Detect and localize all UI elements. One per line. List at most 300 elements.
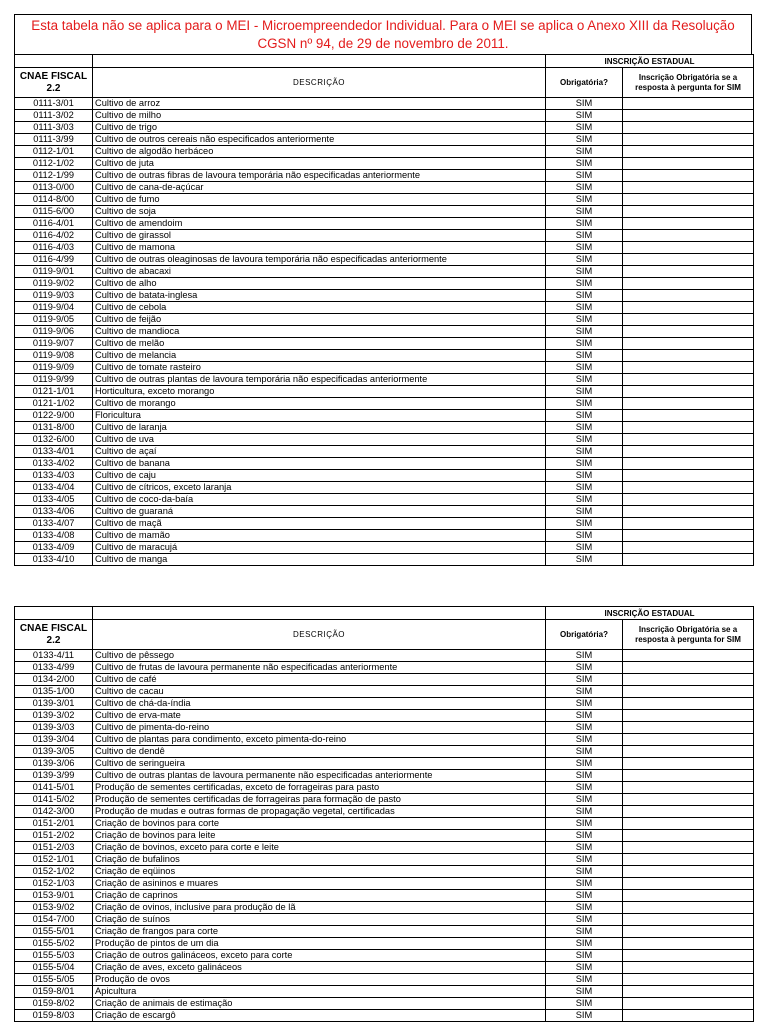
inscricao-obrigatoria-cell	[623, 446, 754, 458]
cnae-code-cell: 0111-3/02	[15, 110, 93, 122]
description-cell: Cultivo de abacaxi	[93, 266, 546, 278]
table-row	[15, 470, 754, 482]
description-cell: Criação de asininos e muares	[93, 878, 546, 890]
inscricao-obrigatoria-cell	[623, 146, 754, 158]
inscricao-obrigatoria-cell	[623, 710, 754, 722]
cnae-code-cell: 0151-2/03	[15, 842, 93, 854]
inscricao-obrigatoria-cell	[623, 506, 754, 518]
table-row	[15, 446, 754, 458]
obrigatoria-cell: SIM	[546, 314, 623, 326]
table-row	[15, 458, 754, 470]
cnae-code-cell: 0159-8/01	[15, 986, 93, 998]
table-row	[15, 110, 754, 122]
obrigatoria-cell: SIM	[546, 722, 623, 734]
inscricao-obrigatoria-header: Inscrição Obrigatória se a resposta à pergunta for SIM	[623, 68, 754, 98]
table-row	[15, 374, 754, 386]
inscricao-obrigatoria-cell	[623, 902, 754, 914]
inscricao-obrigatoria-cell	[623, 818, 754, 830]
description-cell: Cultivo de manga	[93, 554, 546, 566]
inscricao-obrigatoria-cell	[623, 806, 754, 818]
table-row	[15, 422, 754, 434]
obrigatoria-cell: SIM	[546, 494, 623, 506]
table-row	[15, 206, 754, 218]
cnae-code-cell: 0139-3/04	[15, 734, 93, 746]
description-cell: Cultivo de fumo	[93, 194, 546, 206]
inscricao-estadual-header: INSCRIÇÃO ESTADUAL	[546, 55, 754, 68]
table-row	[15, 338, 754, 350]
description-cell: Cultivo de cítricos, exceto laranja	[93, 482, 546, 494]
obrigatoria-cell: SIM	[546, 962, 623, 974]
description-cell: Cultivo de mamão	[93, 530, 546, 542]
cnae-code-cell: 0152-1/02	[15, 866, 93, 878]
cnae-code-cell: 0119-9/04	[15, 302, 93, 314]
inscricao-obrigatoria-cell	[623, 746, 754, 758]
table-row	[15, 254, 754, 266]
obrigatoria-cell: SIM	[546, 734, 623, 746]
cnae-code-cell: 0111-3/03	[15, 122, 93, 134]
description-cell: Cultivo de batata-inglesa	[93, 290, 546, 302]
table-row	[15, 266, 754, 278]
inscricao-obrigatoria-cell	[623, 830, 754, 842]
obrigatoria-cell: SIM	[546, 482, 623, 494]
table-row	[15, 782, 754, 794]
obrigatoria-cell: SIM	[546, 290, 623, 302]
obrigatoria-cell: SIM	[546, 242, 623, 254]
cnae-code-cell: 0111-3/01	[15, 98, 93, 110]
table-row	[15, 890, 754, 902]
table-row	[15, 326, 754, 338]
table-row	[15, 398, 754, 410]
description-cell: Cultivo de pimenta-do-reino	[93, 722, 546, 734]
cnae-version-label: 2.2	[46, 82, 61, 94]
description-cell: Cultivo de arroz	[93, 98, 546, 110]
obrigatoria-cell: SIM	[546, 698, 623, 710]
inscricao-obrigatoria-cell	[623, 434, 754, 446]
inscricao-obrigatoria-cell	[623, 182, 754, 194]
obrigatoria-cell: SIM	[546, 686, 623, 698]
obrigatoria-cell: SIM	[546, 854, 623, 866]
cnae-code-cell: 0119-9/03	[15, 290, 93, 302]
cnae-fiscal-header	[15, 68, 93, 98]
table-body	[15, 650, 754, 1022]
obrigatoria-header: Obrigatória?	[546, 68, 623, 98]
table-row	[15, 242, 754, 254]
description-cell: Cultivo de açaí	[93, 446, 546, 458]
blank-header-cell	[15, 55, 93, 68]
inscricao-obrigatoria-cell	[623, 122, 754, 134]
table-row	[15, 710, 754, 722]
obrigatoria-cell: SIM	[546, 1010, 623, 1022]
obrigatoria-cell: SIM	[546, 890, 623, 902]
obrigatoria-cell: SIM	[546, 830, 623, 842]
description-cell: Criação de escargô	[93, 1010, 546, 1022]
inscricao-estadual-header: INSCRIÇÃO ESTADUAL	[546, 607, 754, 620]
description-cell: Criação de frangos para corte	[93, 926, 546, 938]
description-cell: Criação de bovinos para corte	[93, 818, 546, 830]
inscricao-obrigatoria-cell	[623, 314, 754, 326]
description-cell: Cultivo de café	[93, 674, 546, 686]
cnae-code-cell: 0133-4/07	[15, 518, 93, 530]
inscricao-obrigatoria-cell	[623, 734, 754, 746]
inscricao-obrigatoria-cell	[623, 842, 754, 854]
table-row	[15, 962, 754, 974]
description-cell: Cultivo de outros cereais não especificados anteriormente	[93, 134, 546, 146]
cnae-code-cell: 0153-9/02	[15, 902, 93, 914]
table-row	[15, 854, 754, 866]
inscricao-obrigatoria-cell	[623, 542, 754, 554]
obrigatoria-cell: SIM	[546, 182, 623, 194]
blank-header-cell	[93, 55, 546, 68]
inscricao-obrigatoria-cell	[623, 206, 754, 218]
cnae-code-cell: 0119-9/06	[15, 326, 93, 338]
table-row	[15, 938, 754, 950]
cnae-fiscal-header	[15, 620, 93, 650]
description-cell: Criação de bovinos para leite	[93, 830, 546, 842]
table-row	[15, 158, 754, 170]
cnae-version-label: 2.2	[46, 634, 61, 646]
inscricao-obrigatoria-cell	[623, 218, 754, 230]
description-cell: Cultivo de laranja	[93, 422, 546, 434]
cnae-code-cell: 0119-9/05	[15, 314, 93, 326]
cnae-code-cell: 0151-2/02	[15, 830, 93, 842]
inscricao-obrigatoria-cell	[623, 938, 754, 950]
obrigatoria-cell: SIM	[546, 518, 623, 530]
inscricao-obrigatoria-cell	[623, 974, 754, 986]
inscricao-obrigatoria-cell	[623, 698, 754, 710]
description-cell: Horticultura, exceto morango	[93, 386, 546, 398]
inscricao-obrigatoria-cell	[623, 266, 754, 278]
cnae-code-cell: 0139-3/02	[15, 710, 93, 722]
description-cell: Produção de mudas e outras formas de propagação vegetal, certificadas	[93, 806, 546, 818]
table-row	[15, 794, 754, 806]
inscricao-obrigatoria-cell	[623, 110, 754, 122]
table-row	[15, 122, 754, 134]
table-row	[15, 146, 754, 158]
table-row	[15, 914, 754, 926]
description-cell: Cultivo de plantas para condimento, exceto pimenta-do-reino	[93, 734, 546, 746]
cnae-code-cell: 0135-1/00	[15, 686, 93, 698]
obrigatoria-cell: SIM	[546, 122, 623, 134]
cnae-code-cell: 0132-6/00	[15, 434, 93, 446]
table-row	[15, 494, 754, 506]
cnae-code-cell: 0139-3/99	[15, 770, 93, 782]
inscricao-obrigatoria-cell	[623, 362, 754, 374]
cnae-code-cell: 0133-4/04	[15, 482, 93, 494]
table-row	[15, 986, 754, 998]
obrigatoria-cell: SIM	[546, 374, 623, 386]
table-row	[15, 974, 754, 986]
cnae-code-cell: 0141-5/01	[15, 782, 93, 794]
table-row	[15, 278, 754, 290]
cnae-code-cell: 0153-9/01	[15, 890, 93, 902]
table-row	[15, 818, 754, 830]
obrigatoria-cell: SIM	[546, 278, 623, 290]
obrigatoria-cell: SIM	[546, 998, 623, 1010]
description-cell: Cultivo de outras fibras de lavoura temporária não especificadas anteriormente	[93, 170, 546, 182]
inscricao-obrigatoria-cell	[623, 482, 754, 494]
obrigatoria-cell: SIM	[546, 266, 623, 278]
cnae-code-cell: 0133-4/01	[15, 446, 93, 458]
obrigatoria-cell: SIM	[546, 782, 623, 794]
cnae-code-cell: 0119-9/09	[15, 362, 93, 374]
table-row	[15, 482, 754, 494]
description-cell: Cultivo de mamona	[93, 242, 546, 254]
table-row	[15, 530, 754, 542]
description-cell: Criação de eqüinos	[93, 866, 546, 878]
blank-header-cell	[93, 607, 546, 620]
cnae-code-cell: 0122-9/00	[15, 410, 93, 422]
obrigatoria-cell: SIM	[546, 338, 623, 350]
inscricao-obrigatoria-cell	[623, 770, 754, 782]
inscricao-obrigatoria-cell	[623, 530, 754, 542]
cnae-code-cell: 0133-4/03	[15, 470, 93, 482]
obrigatoria-cell: SIM	[546, 758, 623, 770]
description-cell: Cultivo de morango	[93, 398, 546, 410]
inscricao-obrigatoria-cell	[623, 662, 754, 674]
obrigatoria-cell: SIM	[546, 230, 623, 242]
inscricao-obrigatoria-cell	[623, 686, 754, 698]
inscricao-obrigatoria-cell	[623, 854, 754, 866]
inscricao-obrigatoria-cell	[623, 950, 754, 962]
inscricao-obrigatoria-cell	[623, 470, 754, 482]
inscricao-obrigatoria-cell	[623, 134, 754, 146]
obrigatoria-cell: SIM	[546, 710, 623, 722]
inscricao-obrigatoria-cell	[623, 986, 754, 998]
cnae-table-2	[14, 606, 754, 1022]
cnae-code-cell: 0119-9/01	[15, 266, 93, 278]
inscricao-obrigatoria-cell	[623, 782, 754, 794]
obrigatoria-cell: SIM	[546, 938, 623, 950]
description-cell: Cultivo de caju	[93, 470, 546, 482]
table-row	[15, 686, 754, 698]
inscricao-obrigatoria-cell	[623, 386, 754, 398]
description-cell: Cultivo de outras oleaginosas de lavoura temporária não especificadas anteriormente	[93, 254, 546, 266]
cnae-code-cell: 0139-3/05	[15, 746, 93, 758]
blank-header-cell	[15, 607, 93, 620]
description-cell: Criação de suínos	[93, 914, 546, 926]
table-row	[15, 698, 754, 710]
description-cell: Cultivo de alho	[93, 278, 546, 290]
table-row	[15, 290, 754, 302]
obrigatoria-cell: SIM	[546, 218, 623, 230]
table-row	[15, 518, 754, 530]
cnae-code-cell: 0116-4/01	[15, 218, 93, 230]
table-row	[15, 878, 754, 890]
obrigatoria-header: Obrigatória?	[546, 620, 623, 650]
description-cell: Cultivo de coco-da-baía	[93, 494, 546, 506]
cnae-code-cell: 0155-5/04	[15, 962, 93, 974]
inscricao-obrigatoria-cell	[623, 878, 754, 890]
table-row	[15, 722, 754, 734]
cnae-code-cell: 0133-4/08	[15, 530, 93, 542]
descricao-header: DESCRIÇÃO	[93, 68, 546, 98]
description-cell: Cultivo de melancia	[93, 350, 546, 362]
cnae-code-cell: 0155-5/05	[15, 974, 93, 986]
inscricao-obrigatoria-cell	[623, 998, 754, 1010]
cnae-code-cell: 0116-4/99	[15, 254, 93, 266]
table-row	[15, 98, 754, 110]
obrigatoria-cell: SIM	[546, 158, 623, 170]
table-row	[15, 230, 754, 242]
cnae-code-cell: 0142-3/00	[15, 806, 93, 818]
cnae-code-cell: 0121-1/01	[15, 386, 93, 398]
table-row	[15, 662, 754, 674]
description-cell: Cultivo de maracujá	[93, 542, 546, 554]
description-cell: Criação de bufalinos	[93, 854, 546, 866]
description-cell: Criação de outros galináceos, exceto para corte	[93, 950, 546, 962]
cnae-code-cell: 0133-4/02	[15, 458, 93, 470]
inscricao-obrigatoria-cell	[623, 302, 754, 314]
cnae-code-cell: 0116-4/03	[15, 242, 93, 254]
obrigatoria-cell: SIM	[546, 398, 623, 410]
cnae-code-cell: 0112-1/99	[15, 170, 93, 182]
inscricao-obrigatoria-cell	[623, 674, 754, 686]
table-row	[15, 182, 754, 194]
obrigatoria-cell: SIM	[546, 806, 623, 818]
description-cell: Cultivo de maçã	[93, 518, 546, 530]
description-cell: Criação de caprinos	[93, 890, 546, 902]
description-cell: Cultivo de melão	[93, 338, 546, 350]
obrigatoria-cell: SIM	[546, 770, 623, 782]
obrigatoria-cell: SIM	[546, 410, 623, 422]
inscricao-obrigatoria-cell	[623, 914, 754, 926]
notice-line-1: Esta tabela não se aplica para o MEI - Microempreendedor Individual. Para o MEI se aplica o Anexo XIII da Resolução	[31, 18, 735, 33]
cnae-code-cell: 0115-6/00	[15, 206, 93, 218]
inscricao-obrigatoria-cell	[623, 890, 754, 902]
description-cell: Cultivo de milho	[93, 110, 546, 122]
inscricao-obrigatoria-cell	[623, 278, 754, 290]
cnae-code-cell: 0133-4/99	[15, 662, 93, 674]
inscricao-obrigatoria-cell	[623, 254, 754, 266]
cnae-code-cell: 0116-4/02	[15, 230, 93, 242]
table-row	[15, 554, 754, 566]
description-cell: Cultivo de chá-da-índia	[93, 698, 546, 710]
table-row	[15, 410, 754, 422]
cnae-code-cell: 0133-4/10	[15, 554, 93, 566]
description-cell: Cultivo de algodão herbáceo	[93, 146, 546, 158]
description-cell: Cultivo de guaraná	[93, 506, 546, 518]
obrigatoria-cell: SIM	[546, 818, 623, 830]
cnae-code-cell: 0155-5/02	[15, 938, 93, 950]
table-row	[15, 362, 754, 374]
description-cell: Cultivo de feijão	[93, 314, 546, 326]
description-cell: Cultivo de cebola	[93, 302, 546, 314]
table-row	[15, 734, 754, 746]
obrigatoria-cell: SIM	[546, 986, 623, 998]
obrigatoria-cell: SIM	[546, 434, 623, 446]
cnae-code-cell: 0119-9/08	[15, 350, 93, 362]
description-cell: Cultivo de outras plantas de lavoura permanente não especificadas anteriormente	[93, 770, 546, 782]
obrigatoria-cell: SIM	[546, 902, 623, 914]
obrigatoria-cell: SIM	[546, 746, 623, 758]
inscricao-obrigatoria-cell	[623, 962, 754, 974]
inscricao-obrigatoria-cell	[623, 866, 754, 878]
table-row	[15, 758, 754, 770]
table-row	[15, 926, 754, 938]
cnae-code-cell: 0121-1/02	[15, 398, 93, 410]
table-row	[15, 842, 754, 854]
description-cell: Cultivo de banana	[93, 458, 546, 470]
table-row	[15, 1010, 754, 1022]
description-cell: Cultivo de trigo	[93, 122, 546, 134]
description-cell: Criação de animais de estimação	[93, 998, 546, 1010]
obrigatoria-cell: SIM	[546, 914, 623, 926]
description-cell: Cultivo de uva	[93, 434, 546, 446]
description-cell: Produção de pintos de um dia	[93, 938, 546, 950]
description-cell: Cultivo de mandioca	[93, 326, 546, 338]
obrigatoria-cell: SIM	[546, 206, 623, 218]
cnae-code-cell: 0155-5/03	[15, 950, 93, 962]
cnae-code-cell: 0155-5/01	[15, 926, 93, 938]
table-row	[15, 866, 754, 878]
table-body	[15, 98, 754, 566]
cnae-code-cell: 0133-4/05	[15, 494, 93, 506]
description-cell: Produção de sementes certificadas de forrageiras para formação de pasto	[93, 794, 546, 806]
inscricao-obrigatoria-cell	[623, 398, 754, 410]
obrigatoria-cell: SIM	[546, 302, 623, 314]
obrigatoria-cell: SIM	[546, 926, 623, 938]
cnae-code-cell: 0119-9/99	[15, 374, 93, 386]
obrigatoria-cell: SIM	[546, 866, 623, 878]
cnae-code-cell: 0119-9/02	[15, 278, 93, 290]
description-cell: Produção de ovos	[93, 974, 546, 986]
cnae-code-cell: 0139-3/01	[15, 698, 93, 710]
cnae-code-cell: 0112-1/02	[15, 158, 93, 170]
table-row	[15, 506, 754, 518]
inscricao-obrigatoria-cell	[623, 350, 754, 362]
description-cell: Cultivo de dendê	[93, 746, 546, 758]
obrigatoria-cell: SIM	[546, 650, 623, 662]
cnae-code-cell: 0112-1/01	[15, 146, 93, 158]
inscricao-obrigatoria-cell	[623, 458, 754, 470]
obrigatoria-cell: SIM	[546, 146, 623, 158]
cnae-code-cell: 0111-3/99	[15, 134, 93, 146]
cnae-code-cell: 0152-1/01	[15, 854, 93, 866]
inscricao-obrigatoria-header: Inscrição Obrigatória se a resposta à pergunta for SIM	[623, 620, 754, 650]
cnae-code-cell: 0151-2/01	[15, 818, 93, 830]
inscricao-obrigatoria-cell	[623, 1010, 754, 1022]
inscricao-obrigatoria-cell	[623, 554, 754, 566]
cnae-code-cell: 0133-4/06	[15, 506, 93, 518]
table-row	[15, 770, 754, 782]
table-row	[15, 674, 754, 686]
description-cell: Criação de bovinos, exceto para corte e leite	[93, 842, 546, 854]
obrigatoria-cell: SIM	[546, 362, 623, 374]
table-row	[15, 350, 754, 362]
inscricao-obrigatoria-cell	[623, 338, 754, 350]
inscricao-obrigatoria-cell	[623, 410, 754, 422]
description-cell: Cultivo de cana-de-açúcar	[93, 182, 546, 194]
obrigatoria-cell: SIM	[546, 194, 623, 206]
description-cell: Cultivo de outras plantas de lavoura temporária não especificadas anteriormente	[93, 374, 546, 386]
description-cell: Criação de aves, exceto galináceos	[93, 962, 546, 974]
table-row	[15, 194, 754, 206]
obrigatoria-cell: SIM	[546, 878, 623, 890]
inscricao-obrigatoria-cell	[623, 494, 754, 506]
inscricao-obrigatoria-cell	[623, 926, 754, 938]
cnae-fiscal-label: CNAE FISCAL	[19, 70, 88, 82]
obrigatoria-cell: SIM	[546, 470, 623, 482]
table-row	[15, 650, 754, 662]
table-row	[15, 218, 754, 230]
description-cell: Cultivo de seringueira	[93, 758, 546, 770]
description-cell: Cultivo de juta	[93, 158, 546, 170]
inscricao-obrigatoria-cell	[623, 374, 754, 386]
obrigatoria-cell: SIM	[546, 110, 623, 122]
inscricao-obrigatoria-cell	[623, 98, 754, 110]
inscricao-obrigatoria-cell	[623, 794, 754, 806]
cnae-code-cell: 0141-5/02	[15, 794, 93, 806]
